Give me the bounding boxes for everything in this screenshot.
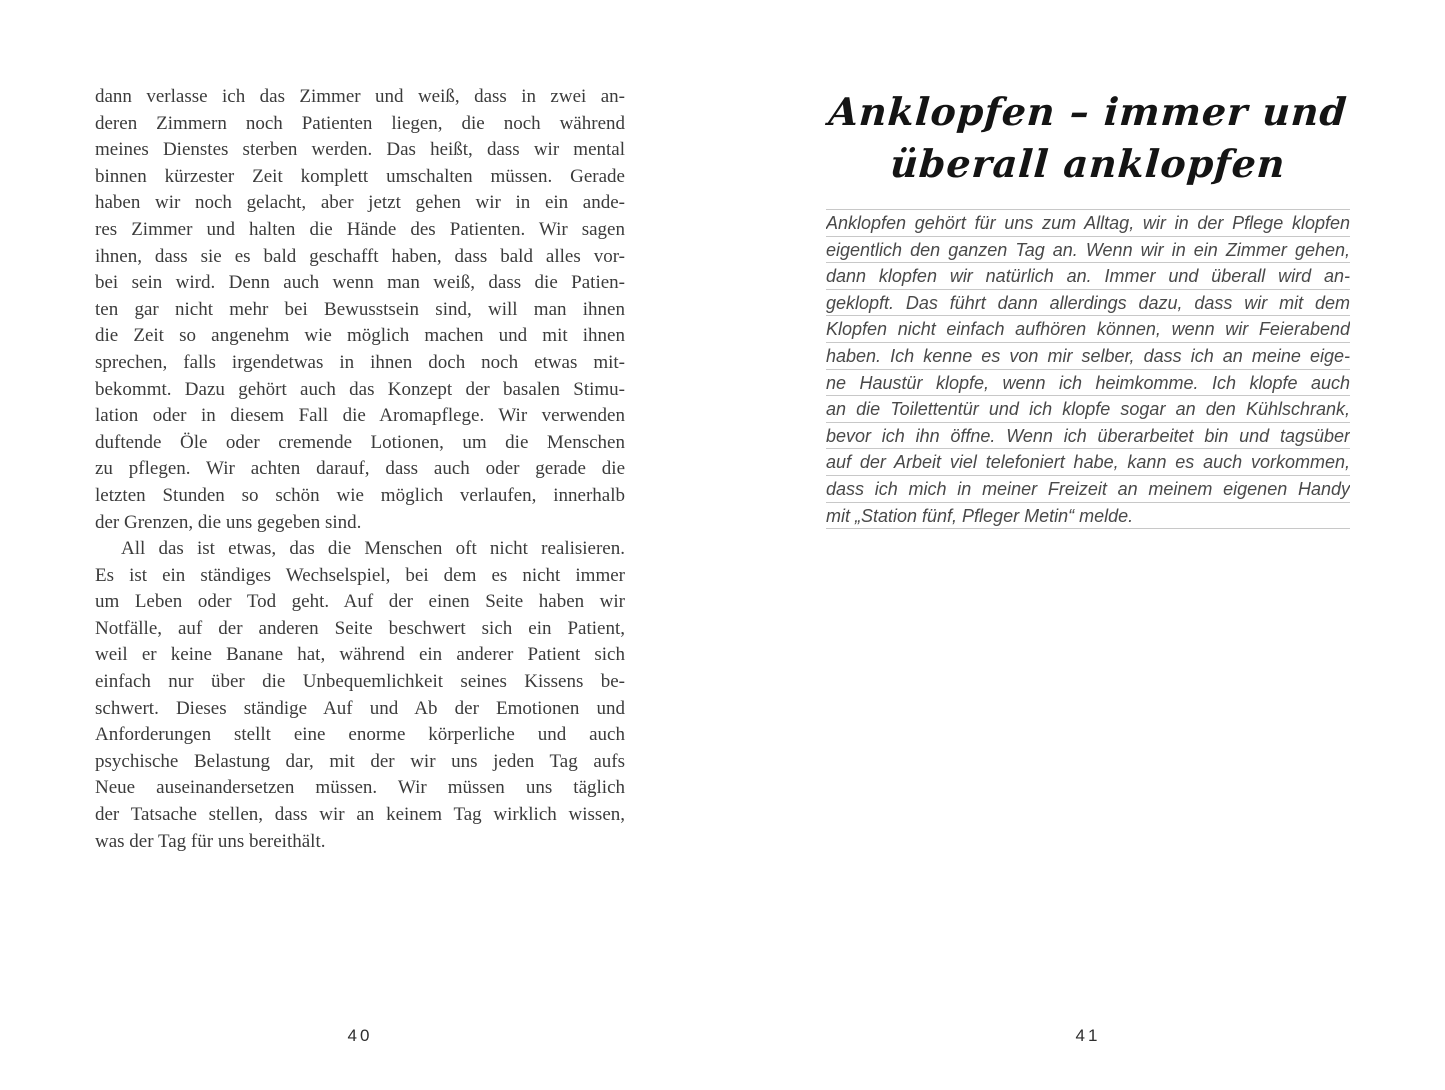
text-line: was der Tag für uns bereithält. xyxy=(95,830,326,852)
text-line: haben wir noch gelacht, aber jetzt gehen wir in ein ande- xyxy=(95,192,625,214)
text-line: Klopfen nicht einfach aufhören können, wenn wir Feierabend xyxy=(826,316,1350,343)
page-number-left: 40 xyxy=(347,1026,373,1045)
text-line: bei sein wird. Denn auch wenn man weiß, dass die Patien- xyxy=(95,272,625,294)
text-line: psychische Belastung dar, mit der wir uns jeden Tag aufs xyxy=(95,750,625,772)
text-line: mit „Station fünf, Pfleger Metin“ melde. xyxy=(826,503,1350,530)
body-paragraph-second xyxy=(95,536,625,855)
ruled-quote-paragraph xyxy=(826,209,1350,529)
text-line: überall anklopfen xyxy=(888,141,1288,186)
text-line: Es ist ein ständiges Wechselspiel, bei dem es nicht immer xyxy=(95,564,625,586)
page-number-right: 41 xyxy=(1075,1026,1101,1045)
text-line: deren Zimmern noch Patienten liegen, die noch während xyxy=(95,112,625,134)
text-line: schwert. Dieses ständige Auf und Ab der Emotionen und xyxy=(95,697,625,719)
text-line: um Leben oder Tod geht. Auf der einen Seite haben wir xyxy=(95,591,625,613)
text-line: Anforderungen stellt eine enorme körperliche und auch xyxy=(95,724,625,746)
text-line: ten gar nicht mehr bei Bewusstsein sind, will man ihnen xyxy=(95,298,625,320)
text-line: Neue auseinandersetzen müssen. Wir müssen uns täglich xyxy=(95,777,625,799)
text-line: lation oder in diesem Fall die Aromapflege. Wir verwenden xyxy=(95,405,625,427)
text-line: res Zimmer und halten die Hände des Patienten. Wir sagen xyxy=(95,218,625,240)
text-line: dass ich mich in meiner Freizeit an meinem eigenen Handy xyxy=(826,476,1350,503)
text-line: eigentlich den ganzen Tag an. Wenn wir in ein Zimmer gehen, xyxy=(826,237,1350,264)
text-line: letzten Stunden so schön wie möglich verlaufen, innerhalb xyxy=(95,484,625,506)
chapter-heading xyxy=(826,86,1350,190)
text-line: ne Haustür klopfe, wenn ich heimkomme. Ich klopfe auch xyxy=(826,370,1350,397)
text-line: binnen kürzester Zeit komplett umschalten müssen. Gerade xyxy=(95,165,625,187)
text-line: Notfälle, auf der anderen Seite beschwert sich ein Patient, xyxy=(95,617,625,639)
text-line: der Tatsache stellen, dass wir an keinem Tag wirklich wissen, xyxy=(95,804,625,826)
text-line: dann klopfen wir natürlich an. Immer und überall wird an- xyxy=(826,263,1350,290)
text-line: haben. Ich kenne es von mir selber, dass ich an meine eige- xyxy=(826,343,1350,370)
text-line: Anklopfen gehört für uns zum Alltag, wir in der Pflege klopfen xyxy=(826,210,1350,237)
text-line: weil er keine Banane hat, während ein anderer Patient sich xyxy=(95,644,625,666)
text-line: bekommt. Dazu gehört auch das Konzept der basalen Stimu- xyxy=(95,378,625,400)
text-line: auf der Arbeit viel telefoniert habe, kann es auch vorkommen, xyxy=(826,449,1350,476)
text-line: Anklopfen – immer und xyxy=(827,89,1349,134)
text-line: geklopft. Das führt dann allerdings dazu, dass wir mit dem xyxy=(826,290,1350,317)
text-line: an die Toilettentür und ich klopfe sogar an den Kühlschrank, xyxy=(826,396,1350,423)
text-line: All das ist etwas, das die Menschen oft nicht realisieren. xyxy=(121,538,625,560)
text-line: zu pflegen. Wir achten darauf, dass auch oder gerade die xyxy=(95,458,625,480)
text-line: der Grenzen, die uns gegeben sind. xyxy=(95,511,362,533)
left-page-body xyxy=(95,84,625,855)
text-line: meines Dienstes sterben werden. Das heißt, dass wir mental xyxy=(95,139,625,161)
text-line: bevor ich ihn öffne. Wenn ich überarbeitet bin und tagsüber xyxy=(826,423,1350,450)
text-line: dann verlasse ich das Zimmer und weiß, dass in zwei an- xyxy=(95,86,625,107)
text-line: ihnen, dass sie es bald geschafft haben, dass bald alles vor- xyxy=(95,245,625,267)
text-line: sprechen, falls irgendetwas in ihnen doch noch etwas mit- xyxy=(95,351,625,373)
text-line: einfach nur über die Unbequemlichkeit seines Kissens be- xyxy=(95,671,625,693)
text-line: die Zeit so angenehm wie möglich machen und mit ihnen xyxy=(95,325,625,347)
body-paragraph-continued xyxy=(95,84,625,536)
text-line: duftende Öle oder cremende Lotionen, um die Menschen xyxy=(95,431,625,453)
